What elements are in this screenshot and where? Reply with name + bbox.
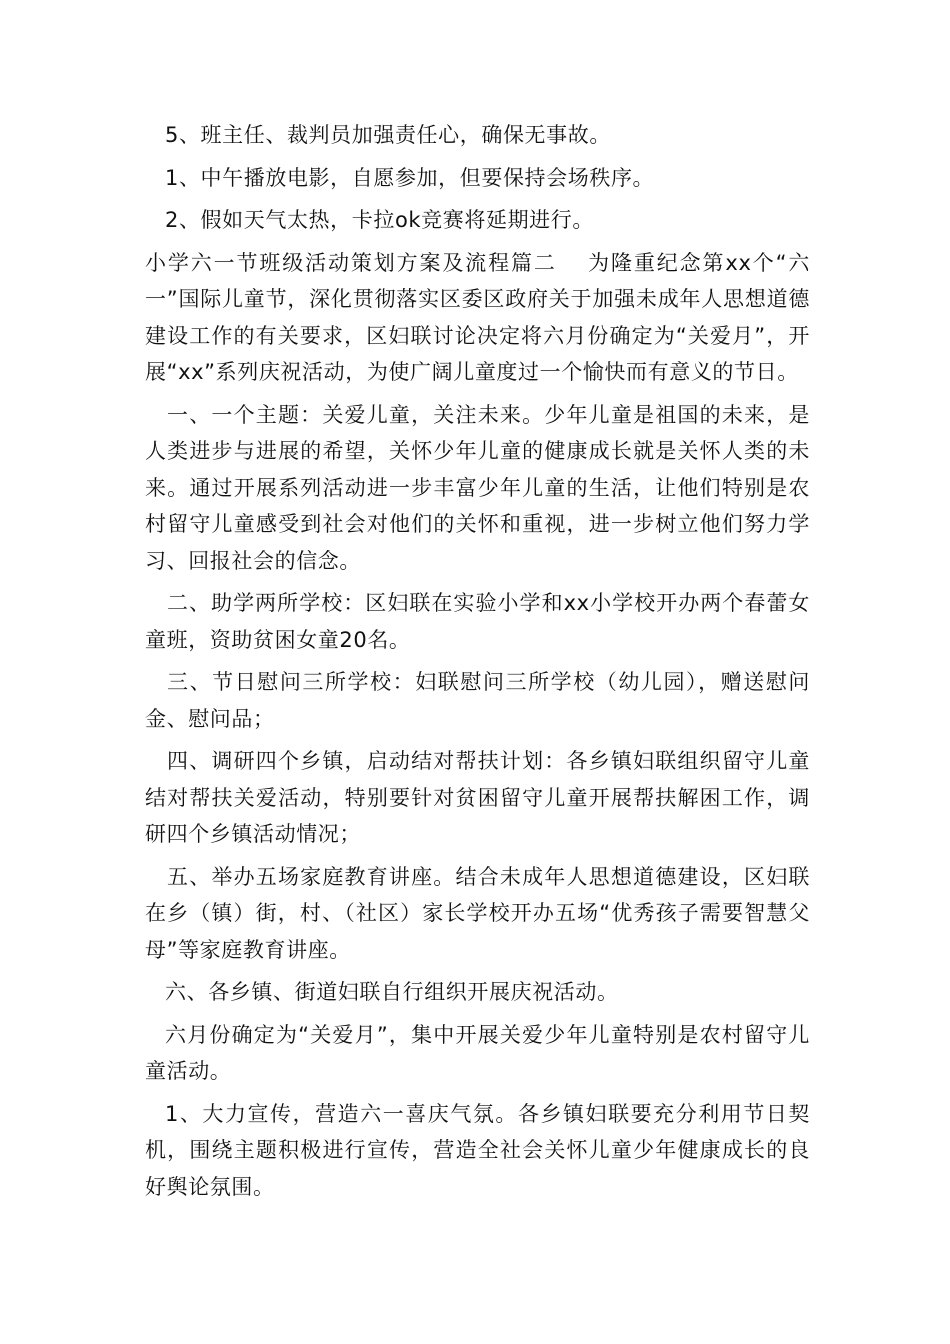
paragraph-section-three: 三、节日慰问三所学校：妇联慰问三所学校（幼儿园），赠送慰问金、慰问品；: [145, 670, 810, 731]
paragraph-section-four: 四、调研四个乡镇，启动结对帮扶计划：各乡镇妇联组织留守儿童结对帮扶关爱活动，特别要针对贫困留守儿童开展帮扶解困工作，调研四个乡镇活动情况；: [145, 749, 810, 846]
paragraph-item-1-publicity: 1、大力宣传，营造六一喜庆气氛。各乡镇妇联要充分利用节日契机，围绕主题积极进行宣传，营造全社会关怀儿童少年健康成长的良好舆论氛围。: [145, 1101, 810, 1199]
paragraph-item-5-responsibility: 5、班主任、裁判员加强责任心，确保无事故。: [165, 123, 611, 147]
document-body: [145, 117, 810, 1211]
paragraph-section-one: 一、一个主题：关爱儿童，关注未来。少年儿童是祖国的未来，是人类进步与进展的希望，关怀少年儿童的健康成长就是关怀人类的未来。通过开展系列活动进一步丰富少年儿童的生活，让他们特别是农村留守儿童感受到社会对他们的关怀和重视，进一步树立他们努力学习、回报社会的信念。: [145, 402, 810, 573]
paragraph-plan-intro: 小学六一节班级活动策划方案及流程篇二 为隆重纪念第xx个“六一”国际儿童节，深化贯彻落实区委区政府关于加强未成年人思想道德建设工作的有关要求，区妇联讨论决定将六月份确定为“关爱月”，开展“xx”系列庆祝活动，为使广阔儿童度过一个愉快而有意义的节日。: [145, 250, 810, 384]
paragraph-section-six: 六、各乡镇、街道妇联自行组织开展庆祝活动。: [165, 980, 619, 1004]
paragraph-item-1-movie: 1、中午播放电影，自愿参加，但要保持会场秩序。: [165, 165, 655, 190]
paragraph-item-2-weather: 2、假如天气太热，卡拉ok竞赛将延期进行。: [165, 208, 594, 232]
paragraph-section-two: 二、助学两所学校：区妇联在实验小学和xx小学校开办两个春蕾女童班，资助贫困女童20名。: [145, 591, 810, 652]
paragraph-section-five: 五、举办五场家庭教育讲座。结合未成年人思想道德建设，区妇联在乡（镇）街，村、（社区）家长学校开办五场“优秀孩子需要智慧父母”等家庭教育讲座。: [145, 864, 810, 962]
paragraph-care-month: 六月份确定为“关爱月”，集中开展关爱少年儿童特别是农村留守儿童活动。: [145, 1022, 810, 1083]
